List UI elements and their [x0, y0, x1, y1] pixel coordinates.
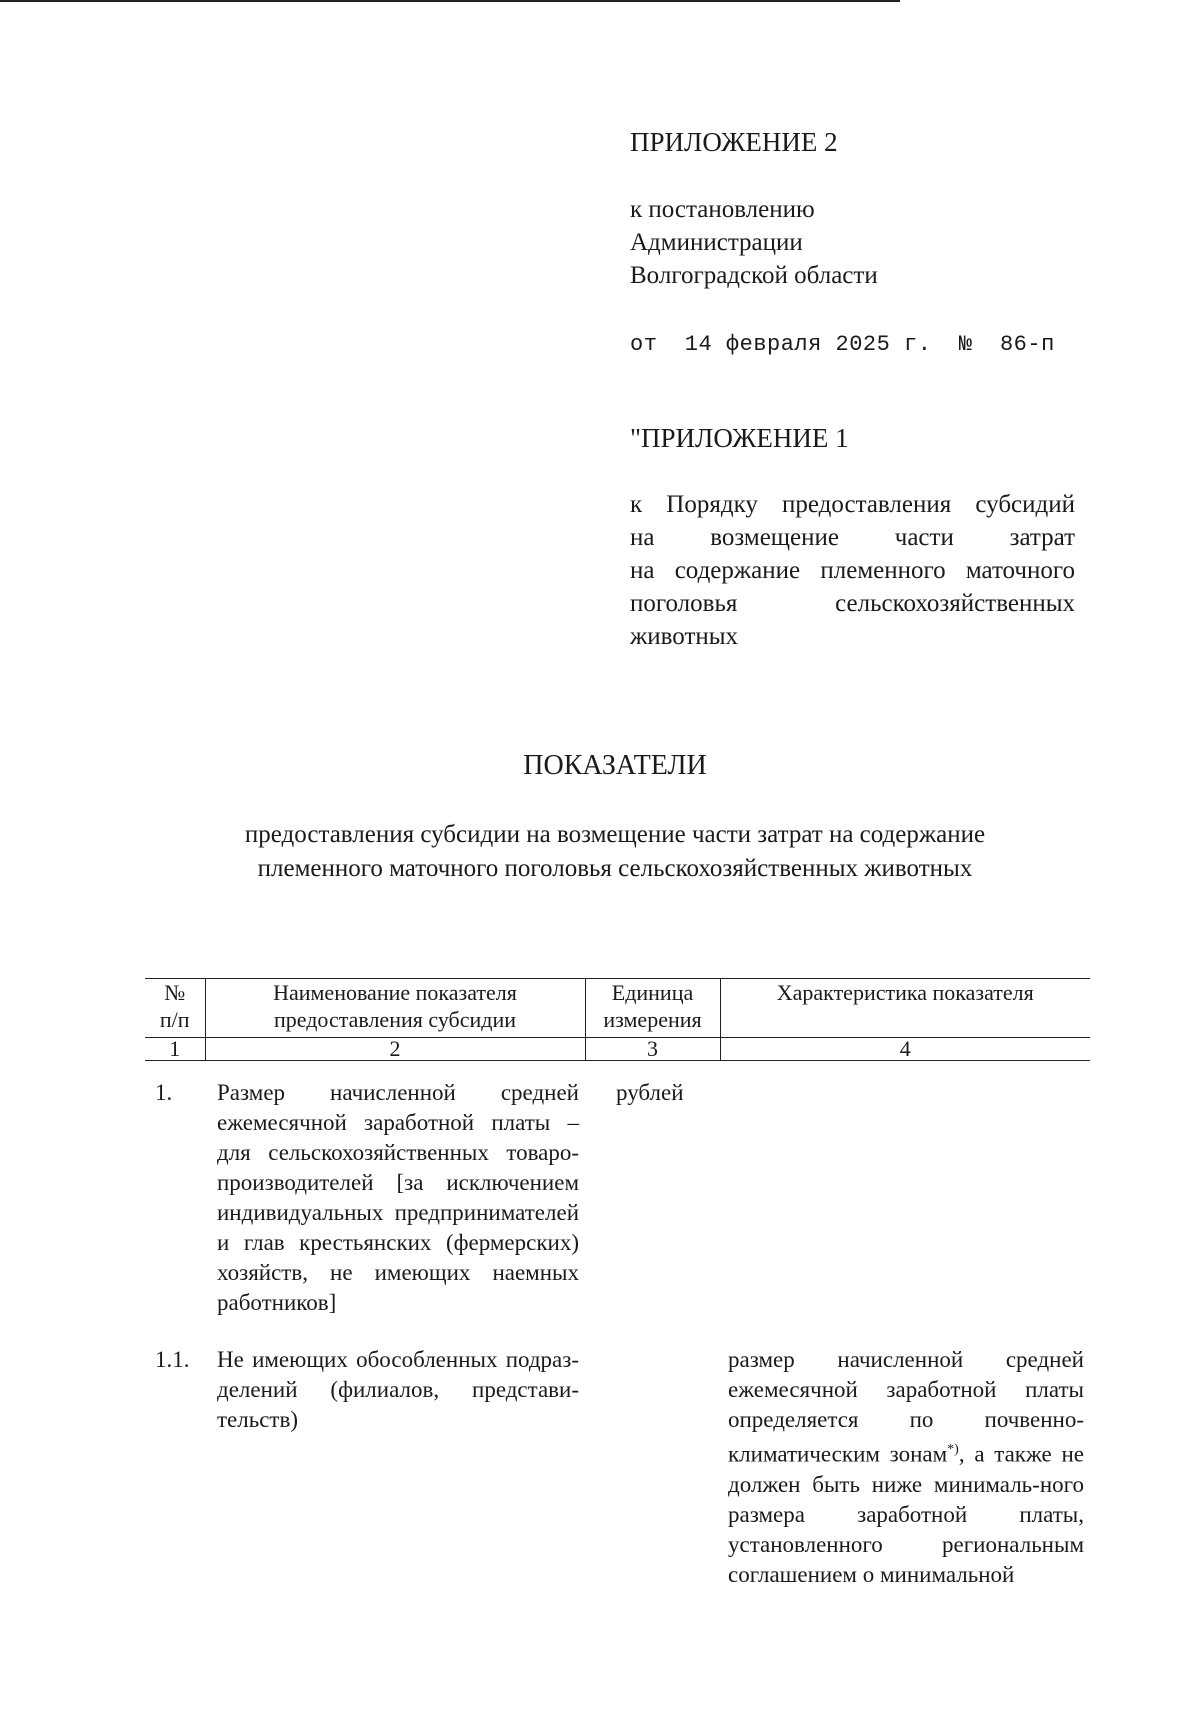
row-1-1-characteristic: [728, 1345, 1084, 1590]
header-cell-name: [205, 979, 585, 1038]
decree-reference: [630, 193, 878, 292]
indicators-table-header: [145, 978, 1090, 1061]
column-number: 4: [720, 1038, 1090, 1061]
document-subtitle: [0, 818, 1200, 886]
row-1-unit: рублей: [616, 1080, 684, 1105]
header-text: измерения: [603, 1007, 702, 1032]
document-title: ПОКАЗАТЕЛИ: [523, 750, 707, 781]
appendix-2-title: ПРИЛОЖЕНИЕ 2: [630, 127, 838, 157]
appendix-ref-line: поголовья сельскохозяйственных: [630, 590, 1075, 617]
appendix-ref-line: животных: [630, 623, 739, 650]
header-text: №: [164, 980, 186, 1005]
scan-edge-line: [0, 0, 900, 2]
decree-date-number: от 14 февраля 2025 г. № 86-п: [630, 332, 1055, 357]
column-number: 2: [205, 1038, 585, 1061]
subtitle-line: предоставления субсидии на возмещение части затрат на содержание: [244, 821, 986, 848]
header-text: п/п: [159, 1007, 190, 1032]
header-text: Единица: [611, 980, 694, 1005]
decree-ref-line: к постановлению: [630, 196, 815, 223]
footnote-marker: *): [947, 1442, 959, 1457]
header-text: Характеристика показателя: [776, 980, 1034, 1005]
header-cell-number: [145, 979, 205, 1038]
appendix-ref-line: на возмещение части затрат: [630, 524, 1075, 551]
row-1-1-name: Не имеющих обособленных подраз-делений (филиалов, представи-тельств): [217, 1347, 579, 1432]
header-text: Наименование показателя: [273, 980, 517, 1005]
row-1-name: Размер начисленной средней ежемесячной заработной платы – для сельскохозяйственных товаро-производителей [за исключением индивидуальных предпринимателей и глав крестьянских (фермерских) хозяйств, не имеющих наемных работников]: [217, 1080, 579, 1315]
subtitle-line: племенного маточного поголовья сельскохозяйственных животных: [257, 855, 973, 882]
appendix-1-reference: [630, 488, 1075, 653]
header-text: предоставления субсидии: [273, 1007, 517, 1032]
decree-ref-line: Администрации: [630, 229, 803, 256]
column-number: 1: [145, 1038, 205, 1061]
column-number: 3: [585, 1038, 720, 1061]
header-cell-unit: [585, 979, 720, 1038]
appendix-ref-line: к Порядку предоставления субсидий: [630, 491, 1075, 518]
header-cell-characteristic: [720, 979, 1090, 1038]
row-1-1-number: 1.1.: [155, 1347, 190, 1372]
row-1-number: 1.: [155, 1080, 173, 1105]
decree-ref-line: Волгоградской области: [630, 262, 878, 289]
appendix-1-title: "ПРИЛОЖЕНИЕ 1: [630, 423, 849, 453]
characteristic-text: , а также не должен быть ниже минималь-ного размера заработной платы, установленного региональным соглашением о минимальной: [728, 1441, 1084, 1587]
appendix-ref-line: на содержание племенного маточного: [630, 557, 1075, 584]
characteristic-text: размер начисленной средней ежемесячной заработной платы определяется по почвенно-климатическим зонам: [728, 1347, 1084, 1467]
